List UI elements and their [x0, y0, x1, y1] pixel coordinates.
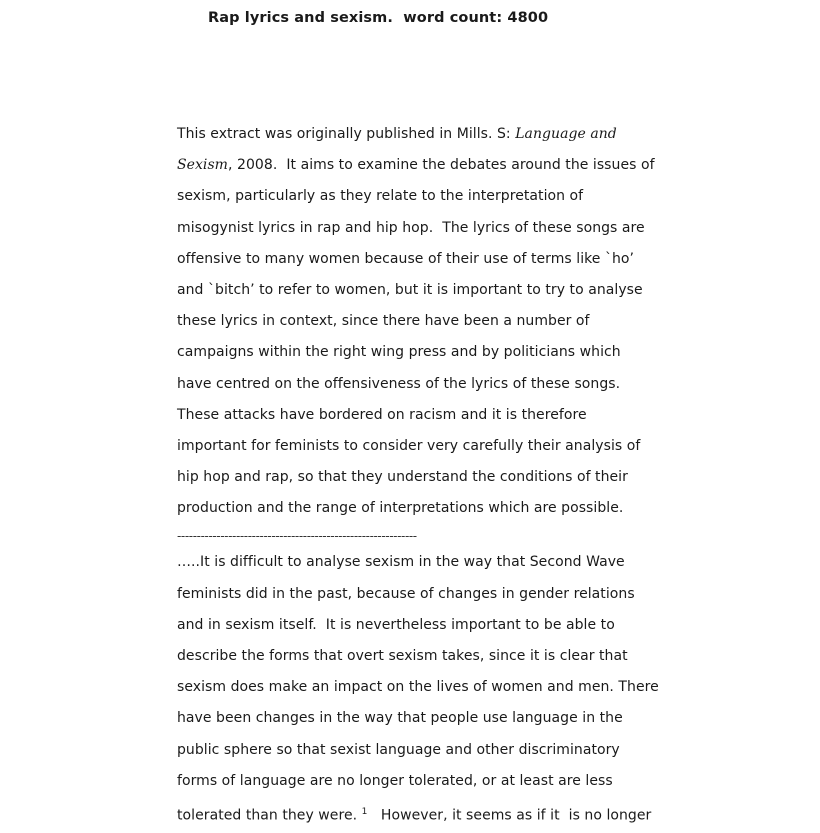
paragraph-line [177, 124, 817, 155]
paragraph-line: production and the range of interpretations which are possible. [177, 500, 624, 517]
paragraph-line: campaigns within the right wing press and by politicians which [177, 344, 621, 361]
paragraph-line: and in sexism itself. It is nevertheless important to be able to [177, 616, 615, 633]
paragraph-line [177, 802, 817, 833]
paragraph-line: have been changes in the way that people use language in the [177, 710, 623, 727]
book-title-italic: Language and [515, 126, 617, 142]
paragraph-line: describe the forms that overt sexism takes, since it is clear that [177, 648, 628, 664]
paragraph-line: feminists did in the past, because of changes in gender relations [177, 585, 635, 602]
paragraph-line: important for feminists to consider very carefully their analysis of [177, 437, 641, 454]
line-text: tolerated than they were. [177, 807, 362, 824]
line-text: , 2008. It aims to examine the debates around the issues of [228, 157, 655, 174]
line-text: However, it seems as if it is no longer [367, 807, 652, 824]
section-divider: ------------------------------------------------------------- [177, 529, 417, 544]
footnote-marker[interactable]: 1 [361, 806, 368, 817]
document-body [177, 124, 817, 833]
paragraph-line: public sphere so that sexist language and other discriminatory [177, 741, 620, 758]
book-title-italic: Sexism [177, 157, 229, 174]
paragraph-line: these lyrics in context, since there have been a number of [177, 313, 590, 330]
paragraph-line: hip hop and rap, so that they understand the conditions of their [177, 469, 628, 486]
paragraph-line: and `bitch’ to refer to women, but it is important to try to analyse [177, 281, 643, 298]
paragraph-line: …..It is difficult to analyse sexism in the way that Second Wave [177, 554, 625, 571]
document-title: Rap lyrics and sexism. word count: 4800 [208, 10, 549, 26]
paragraph-line: forms of language are no longer tolerated, or at least are less [177, 772, 613, 789]
paragraph-line: These attacks have bordered on racism and it is therefore [177, 406, 587, 423]
paragraph-line: sexism, particularly as they relate to the interpretation of [177, 188, 584, 205]
line-text: This extract was originally published in Mills. S: [177, 126, 516, 142]
paragraph-line [177, 155, 817, 186]
paragraph-line: sexism does make an impact on the lives of women and men. There [177, 679, 659, 696]
paragraph-line: misogynist lyrics in rap and hip hop. The lyrics of these songs are [177, 219, 645, 236]
paragraph-line: offensive to many women because of their use of terms like `ho’ [177, 250, 635, 267]
paragraph-line: have centred on the offensiveness of the lyrics of these songs. [177, 375, 621, 392]
